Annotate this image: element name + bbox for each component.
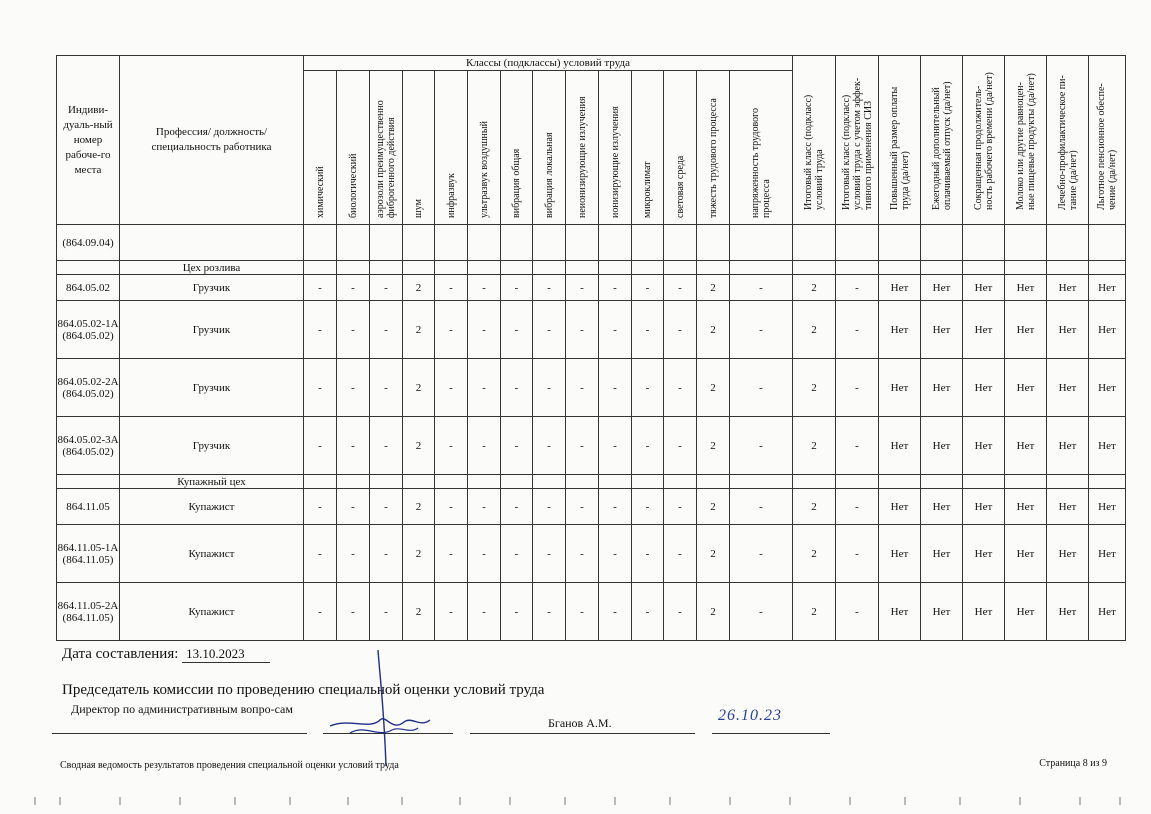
factor-header: ионизирующие излучения (599, 71, 632, 225)
factor-value: - (337, 359, 370, 417)
guarantee-flag (1089, 225, 1126, 261)
section-empty-cell (435, 261, 468, 275)
guarantee-flag: Нет (921, 489, 963, 525)
section-empty-cell (403, 475, 435, 489)
factor-value (730, 225, 793, 261)
factor-value: - (730, 301, 793, 359)
factor-value: 2 (403, 583, 435, 641)
factor-value: - (533, 275, 566, 301)
factor-value: - (533, 417, 566, 475)
section-empty-cell (370, 261, 403, 275)
table-row (57, 359, 1126, 417)
guarantee-flag: Нет (879, 359, 921, 417)
guarantee-flag: Нет (1005, 417, 1047, 475)
factor-value: - (566, 525, 599, 583)
section-empty-cell (304, 475, 337, 489)
factor-value: - (599, 583, 632, 641)
factor-value: - (533, 301, 566, 359)
guarantee-flag: Нет (963, 359, 1005, 417)
factor-value (435, 225, 468, 261)
final-class-siz: - (836, 525, 879, 583)
table-row (57, 225, 1126, 261)
factor-header: световая среда (664, 71, 697, 225)
factor-value: - (435, 583, 468, 641)
table-row (57, 489, 1126, 525)
guarantee-flag: Нет (963, 583, 1005, 641)
guarantee-flag: Нет (1047, 359, 1089, 417)
factor-value: 2 (403, 275, 435, 301)
final-class: 2 (793, 417, 836, 475)
factor-value (501, 225, 533, 261)
header-workplace-id: Индиви-дуаль-ный номер рабоче-го места (57, 56, 120, 225)
factor-value: - (632, 489, 664, 525)
factor-value: - (632, 417, 664, 475)
factor-value: 2 (697, 525, 730, 583)
factor-header: вибрация общая (501, 71, 533, 225)
guarantee-flag (1047, 225, 1089, 261)
guarantee-flag: Нет (1005, 275, 1047, 301)
factor-value: - (533, 525, 566, 583)
header-pay: Повышенный размер оплаты труда (да/нет) (879, 56, 921, 225)
guarantee-flag: Нет (1005, 301, 1047, 359)
guarantee-flag: Нет (1089, 275, 1126, 301)
factor-value: - (599, 417, 632, 475)
factor-value: - (337, 489, 370, 525)
factor-value: - (337, 301, 370, 359)
guarantee-flag: Нет (921, 525, 963, 583)
factor-value: - (730, 417, 793, 475)
factor-value: - (501, 417, 533, 475)
header-final-class: Итоговый класс (подкласс) условий труда (793, 56, 836, 225)
profession: Грузчик (120, 275, 304, 301)
profession: Купажист (120, 583, 304, 641)
section-empty-cell (963, 475, 1005, 489)
section-empty-cell (697, 475, 730, 489)
chair-label: Председатель комиссии по проведению специальной оценки условий труда (62, 682, 545, 698)
date-value: 13.10.2023 (182, 646, 270, 663)
section-empty-cell (1089, 475, 1126, 489)
factor-value: - (664, 359, 697, 417)
factor-header: ультразвук воздушный (468, 71, 501, 225)
workplace-id: 864.11.05-1А (864.11.05) (57, 525, 120, 583)
section-empty-cell (566, 261, 599, 275)
section-empty-cell (370, 475, 403, 489)
factor-value: - (304, 359, 337, 417)
section-empty-cell (501, 261, 533, 275)
section-empty-cell (337, 475, 370, 489)
factor-header: инфразвук (435, 71, 468, 225)
table-row (57, 583, 1126, 641)
final-class: 2 (793, 583, 836, 641)
factor-value: - (730, 359, 793, 417)
factor-value: - (501, 301, 533, 359)
factor-value: - (337, 417, 370, 475)
role-underline (52, 733, 307, 734)
factor-value: - (370, 275, 403, 301)
guarantee-flag: Нет (1047, 525, 1089, 583)
section-empty-cell (730, 261, 793, 275)
factor-value (533, 225, 566, 261)
guarantee-flag: Нет (921, 417, 963, 475)
guarantee-flag: Нет (1047, 417, 1089, 475)
workplace-id: 864.11.05-2А (864.11.05) (57, 583, 120, 641)
compilation-date (62, 646, 270, 663)
section-empty-cell (468, 261, 501, 275)
guarantee-flag: Нет (1047, 489, 1089, 525)
section-empty-cell (566, 475, 599, 489)
workplace-id: 864.05.02-3А (864.05.02) (57, 417, 120, 475)
factor-value: - (435, 275, 468, 301)
document-title: Сводная ведомость результатов проведения специальной оценки условий труда (60, 760, 399, 771)
factor-header: вибрация локальная (533, 71, 566, 225)
factor-value: - (501, 583, 533, 641)
factor-value: 2 (403, 359, 435, 417)
factor-value: - (468, 301, 501, 359)
scan-edge-marks (30, 795, 1130, 807)
final-class-siz: - (836, 359, 879, 417)
guarantee-flag: Нет (921, 301, 963, 359)
factor-value: - (304, 525, 337, 583)
guarantee-flag: Нет (963, 489, 1005, 525)
factor-value: - (468, 489, 501, 525)
factor-value: - (501, 489, 533, 525)
factor-value: - (566, 301, 599, 359)
guarantee-flag: Нет (879, 301, 921, 359)
factor-value: 2 (403, 525, 435, 583)
factor-value: - (304, 489, 337, 525)
factor-value: - (435, 359, 468, 417)
section-empty-cell (304, 261, 337, 275)
factor-value (632, 225, 664, 261)
section-empty-cell (921, 261, 963, 275)
guarantee-flag: Нет (1005, 489, 1047, 525)
header-work-classes: Классы (подклассы) условий труда (304, 56, 793, 71)
header-final-class-siz: Итоговый класс (подкласс) условий труда с учетом эффек-тивного применения СИЗ (836, 56, 879, 225)
factor-value: - (337, 583, 370, 641)
factor-value: - (304, 275, 337, 301)
factor-value: - (435, 301, 468, 359)
final-class: 2 (793, 275, 836, 301)
section-empty-cell (793, 261, 836, 275)
factor-value: - (304, 301, 337, 359)
factor-value: - (730, 489, 793, 525)
section-title: Купажный цех (120, 475, 304, 489)
factor-value (566, 225, 599, 261)
section-empty-cell (632, 475, 664, 489)
section-empty-cell (533, 261, 566, 275)
date-label: Дата составления: (62, 646, 179, 662)
section-empty-cell (533, 475, 566, 489)
workplace-id: 864.11.05 (57, 489, 120, 525)
name-underline (470, 733, 695, 734)
factor-header: микроклимат (632, 71, 664, 225)
factor-value: - (599, 525, 632, 583)
guarantee-flag: Нет (921, 275, 963, 301)
header-short-time: Сокращенная продолжитель-ность рабочего времени (да/нет) (963, 56, 1005, 225)
final-class-siz (836, 225, 879, 261)
final-class-siz: - (836, 489, 879, 525)
factor-value: - (370, 583, 403, 641)
guarantee-flag: Нет (1005, 359, 1047, 417)
profession: Грузчик (120, 417, 304, 475)
guarantee-flag: Нет (1047, 583, 1089, 641)
header-food: Лечебно-профилактическое пи-тание (да/нет) (1047, 56, 1089, 225)
factor-value: - (566, 489, 599, 525)
section-empty-cell (1005, 475, 1047, 489)
table-row (57, 417, 1126, 475)
factor-value: - (501, 525, 533, 583)
section-spacer (57, 475, 120, 489)
factor-value: - (632, 275, 664, 301)
section-empty-cell (664, 475, 697, 489)
section-empty-cell (599, 261, 632, 275)
guarantee-flag (879, 225, 921, 261)
factor-value: - (468, 275, 501, 301)
factor-value: - (664, 417, 697, 475)
factor-value: - (664, 301, 697, 359)
factor-value: - (533, 359, 566, 417)
section-empty-cell (1089, 261, 1126, 275)
workplace-id: 864.05.02-2А (864.05.02) (57, 359, 120, 417)
factor-value: - (632, 583, 664, 641)
factor-header: шум (403, 71, 435, 225)
guarantee-flag: Нет (1047, 275, 1089, 301)
section-empty-cell (337, 261, 370, 275)
section-empty-cell (879, 261, 921, 275)
date-sign-underline (712, 733, 830, 734)
section-empty-cell (435, 475, 468, 489)
guarantee-flag: Нет (879, 525, 921, 583)
guarantee-flag: Нет (879, 489, 921, 525)
guarantee-flag: Нет (879, 417, 921, 475)
factor-value: - (730, 583, 793, 641)
guarantee-flag: Нет (1089, 489, 1126, 525)
guarantee-flag: Нет (963, 301, 1005, 359)
section-spacer (57, 261, 120, 275)
page-number: Страница 8 из 9 (1039, 758, 1107, 769)
factor-value: - (337, 275, 370, 301)
guarantee-flag: Нет (1047, 301, 1089, 359)
factor-value (337, 225, 370, 261)
guarantee-flag: Нет (921, 359, 963, 417)
final-class: 2 (793, 301, 836, 359)
final-class-siz: - (836, 417, 879, 475)
profession: Купажист (120, 525, 304, 583)
chair-role: Директор по административным вопро-сам (71, 702, 293, 716)
factor-value: 2 (403, 417, 435, 475)
workplace-id: 864.05.02 (57, 275, 120, 301)
factor-value: - (533, 583, 566, 641)
section-empty-cell (1005, 261, 1047, 275)
factor-value: - (664, 583, 697, 641)
guarantee-flag: Нет (1005, 525, 1047, 583)
factor-value: - (533, 489, 566, 525)
header-pension: Льготное пенсионное обеспе-чение (да/нет) (1089, 56, 1126, 225)
section-empty-cell (836, 261, 879, 275)
section-empty-cell (501, 475, 533, 489)
guarantee-flag (921, 225, 963, 261)
factor-value (697, 225, 730, 261)
factor-value: - (599, 301, 632, 359)
table-row (57, 301, 1126, 359)
profession: Грузчик (120, 359, 304, 417)
factor-value: - (468, 417, 501, 475)
factor-value: 2 (697, 301, 730, 359)
final-class-siz: - (836, 583, 879, 641)
final-class: 2 (793, 489, 836, 525)
guarantee-flag: Нет (1089, 301, 1126, 359)
guarantee-flag: Нет (963, 275, 1005, 301)
guarantee-flag: Нет (921, 583, 963, 641)
factor-value: - (370, 301, 403, 359)
factor-value: - (501, 275, 533, 301)
signature-image (320, 648, 450, 768)
factor-value: - (468, 359, 501, 417)
guarantee-flag: Нет (1089, 417, 1126, 475)
results-table (56, 55, 1126, 641)
section-empty-cell (599, 475, 632, 489)
factor-value: - (632, 359, 664, 417)
guarantee-flag: Нет (1089, 583, 1126, 641)
factor-value: - (468, 583, 501, 641)
factor-value: - (566, 275, 599, 301)
factor-value: - (370, 359, 403, 417)
section-empty-cell (921, 475, 963, 489)
factor-value: - (599, 275, 632, 301)
factor-value (599, 225, 632, 261)
section-empty-cell (632, 261, 664, 275)
guarantee-flag (1005, 225, 1047, 261)
section-row (57, 261, 1126, 275)
factor-value: - (566, 583, 599, 641)
factor-value: 2 (697, 489, 730, 525)
guarantee-flag: Нет (1005, 583, 1047, 641)
guarantee-flag (963, 225, 1005, 261)
table-body (57, 225, 1126, 641)
factor-value: - (304, 583, 337, 641)
factor-value: 2 (697, 417, 730, 475)
section-empty-cell (963, 261, 1005, 275)
factor-header: тяжесть трудового процесса (697, 71, 730, 225)
factor-value (664, 225, 697, 261)
factor-value: - (632, 301, 664, 359)
section-empty-cell (403, 261, 435, 275)
factor-value: 2 (697, 275, 730, 301)
factor-value: 2 (403, 489, 435, 525)
factor-value: - (664, 525, 697, 583)
workplace-id: (864.09.04) (57, 225, 120, 261)
factor-value: - (304, 417, 337, 475)
table-row (57, 525, 1126, 583)
final-class-siz: - (836, 301, 879, 359)
factor-value: - (566, 359, 599, 417)
factor-value: - (435, 417, 468, 475)
factor-value (403, 225, 435, 261)
header-milk: Молоко или другие равноцен-ные пищевые продукты (да/нет) (1005, 56, 1047, 225)
section-title: Цех розлива (120, 261, 304, 275)
factor-header: напряженность трудового процесса (730, 71, 793, 225)
factor-value: - (435, 489, 468, 525)
section-empty-cell (730, 475, 793, 489)
factor-value: - (468, 525, 501, 583)
guarantee-flag: Нет (1089, 359, 1126, 417)
guarantee-flag: Нет (963, 417, 1005, 475)
section-empty-cell (1047, 261, 1089, 275)
factor-value: - (501, 359, 533, 417)
factor-value (370, 225, 403, 261)
table-row (57, 275, 1126, 301)
factor-value (304, 225, 337, 261)
chair-name: Бганов А.М. (548, 716, 612, 730)
guarantee-flag: Нет (879, 583, 921, 641)
workplace-id: 864.05.02-1А (864.05.02) (57, 301, 120, 359)
section-empty-cell (879, 475, 921, 489)
guarantee-flag: Нет (1089, 525, 1126, 583)
factor-value: - (599, 489, 632, 525)
profession: Купажист (120, 489, 304, 525)
handwritten-date: 26.10.23 (718, 707, 782, 724)
factor-header: биологический (337, 71, 370, 225)
section-row (57, 475, 1126, 489)
factor-value: - (664, 275, 697, 301)
section-empty-cell (1047, 475, 1089, 489)
factor-value (468, 225, 501, 261)
factor-header: химический (304, 71, 337, 225)
final-class-siz: - (836, 275, 879, 301)
section-empty-cell (664, 261, 697, 275)
header-vacation: Ежегодный дополнительный оплачиваемый отпуск (да/нет) (921, 56, 963, 225)
factor-value: - (370, 489, 403, 525)
section-empty-cell (697, 261, 730, 275)
header-profession: Профессия/ должность/ специальность работника (120, 56, 304, 225)
factor-header: аэрозоли преимущественно фиброгенного действия (370, 71, 403, 225)
factor-value: - (566, 417, 599, 475)
final-class: 2 (793, 359, 836, 417)
section-empty-cell (468, 475, 501, 489)
section-empty-cell (836, 475, 879, 489)
factor-header: неионизирующие излучения (566, 71, 599, 225)
guarantee-flag: Нет (879, 275, 921, 301)
factor-value: - (664, 489, 697, 525)
section-empty-cell (793, 475, 836, 489)
final-class: 2 (793, 525, 836, 583)
factor-value: - (632, 525, 664, 583)
factor-value: - (370, 417, 403, 475)
guarantee-flag: Нет (963, 525, 1005, 583)
profession: Грузчик (120, 301, 304, 359)
factor-value: 2 (697, 359, 730, 417)
factor-value: - (435, 525, 468, 583)
factor-value: - (337, 525, 370, 583)
factor-value: - (730, 275, 793, 301)
factor-value: 2 (697, 583, 730, 641)
factor-value: - (730, 525, 793, 583)
profession (120, 225, 304, 261)
factor-value: - (370, 525, 403, 583)
final-class (793, 225, 836, 261)
factor-value: 2 (403, 301, 435, 359)
factor-value: - (599, 359, 632, 417)
